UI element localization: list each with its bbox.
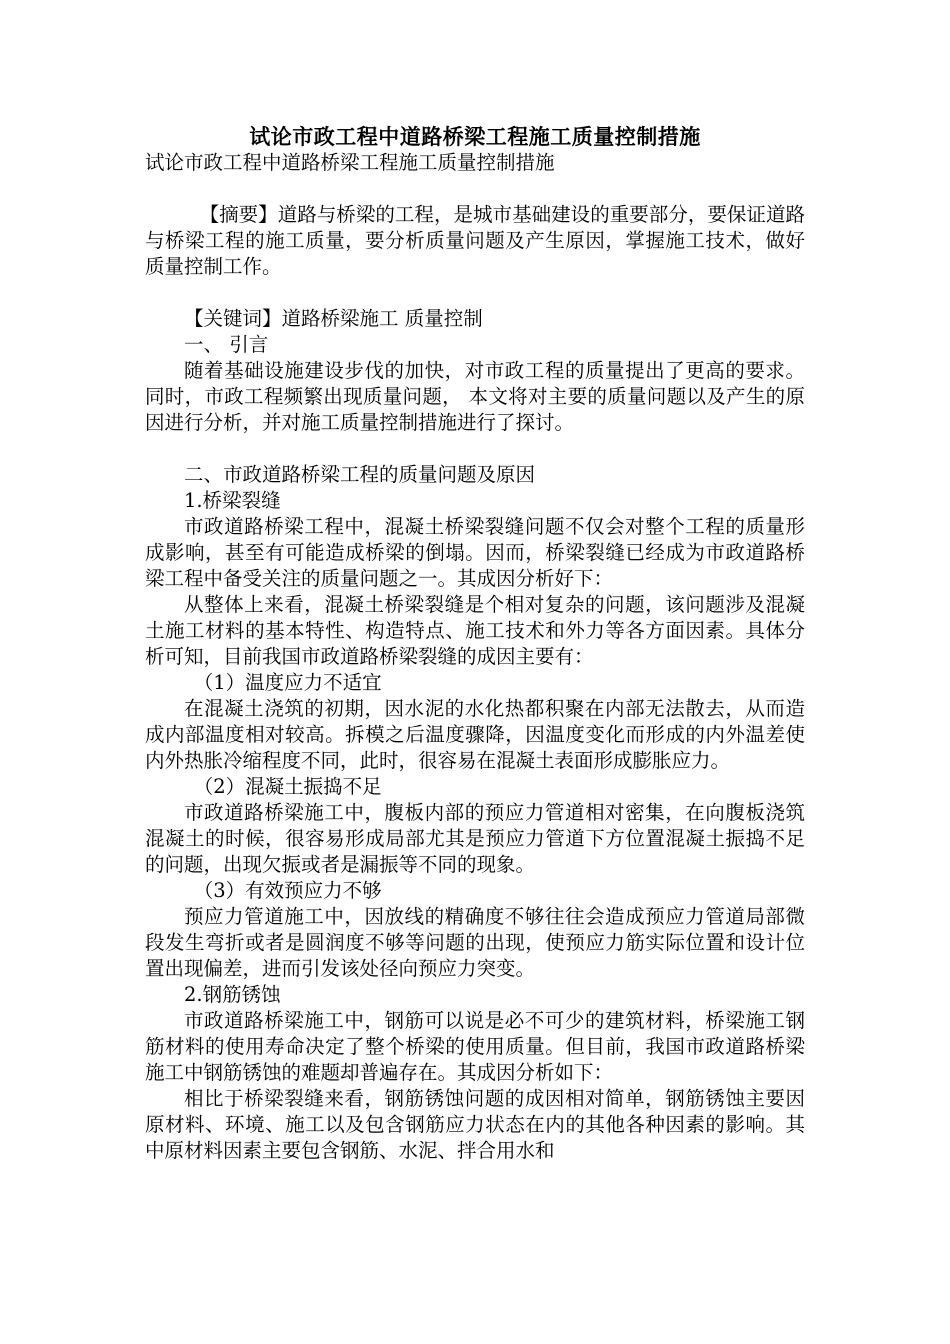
item-2-paragraph: 市政道路桥梁施工中，腹板内部的预应力管道相对密集，在向腹板浇筑混凝土的时候，很容易形成局部尤其是预应力管道下方位置混凝土振捣不足的问题，出现欠振或者是漏振等不同的现象。 — [145, 801, 805, 876]
document-subtitle: 试论市政工程中道路桥梁工程施工质量控制措施 — [145, 151, 555, 174]
blank-line — [145, 176, 805, 202]
document-body — [145, 150, 805, 1164]
blank-line — [145, 280, 805, 306]
subsection-2-paragraph-1: 市政道路桥梁施工中，钢筋可以说是必不可少的建筑材料，桥梁施工钢筋材料的使用寿命决定了整个桥梁的使用质量。但目前，我国市政道路桥梁施工中钢筋锈蚀的难题却普遍存在。其成因分析如下： — [145, 1009, 805, 1084]
item-3-paragraph: 预应力管道施工中，因放线的精确度不够往往会造成预应力管道局部微段发生弯折或者是圆润度不够等问题的出现，使预应力筋实际位置和设计位置出现偏差，进而引发该处径向预应力突变。 — [145, 905, 805, 980]
item-1-paragraph: 在混凝土浇筑的初期，因水泥的水化热都积聚在内部无法散去，从而造成内部温度相对较高。拆模之后温度骤降，因温度变化而形成的内外温差使内外热胀冷缩程度不同，此时，很容易在混凝土表面形成膨胀应力。 — [145, 697, 805, 772]
keywords-line: 【关键词】道路桥梁施工 质量控制 — [184, 307, 483, 330]
subsection-1-paragraph-2: 从整体上来看，混凝土桥梁裂缝是个相对复杂的问题，该问题涉及混凝土施工材料的基本特性、构造特点、施工技术和外力等各方面因素。具体分析可知，目前我国市政道路桥梁裂缝的成因主要有： — [145, 593, 805, 668]
blank-line — [145, 436, 805, 462]
item-2-heading: （2）混凝土振捣不足 — [193, 775, 382, 798]
abstract-paragraph: 【摘要】道路与桥梁的工程，是城市基础建设的重要部分，要保证道路与桥梁工程的施工质量，要分析质量问题及产生原因，掌握施工技术，做好质量控制工作。 — [145, 203, 805, 278]
section-1-heading: 一、 引言 — [184, 333, 269, 356]
document-title: 试论市政工程中道路桥梁工程施工质量控制措施 — [249, 124, 701, 149]
subsection-1-heading: 1.桥梁裂缝 — [184, 489, 281, 512]
subsection-2-paragraph-2: 相比于桥梁裂缝来看，钢筋锈蚀问题的成因相对简单，钢筋锈蚀主要因原材料、环境、施工以及包含钢筋应力状态在内的其他各种因素的影响。其中原材料因素主要包含钢筋、水泥、拌合用水和 — [145, 1087, 805, 1162]
item-3-heading: （3）有效预应力不够 — [193, 879, 382, 902]
section-2-heading: 二、市政道路桥梁工程的质量问题及原因 — [184, 463, 536, 486]
subsection-2-heading: 2.钢筋锈蚀 — [184, 983, 281, 1006]
subsection-1-paragraph-1: 市政道路桥梁工程中，混凝土桥梁裂缝问题不仅会对整个工程的质量形成影响，甚至有可能造成桥梁的倒塌。因而，桥梁裂缝已经成为市政道路桥梁工程中备受关注的质量问题之一。其成因分析好下： — [145, 515, 805, 590]
section-1-paragraph: 随着基础设施建设步伐的加快，对市政工程的质量提出了更高的要求。同时，市政工程频繁出现质量问题， 本文将对主要的质量问题以及产生的原因进行分析，并对施工质量控制措施进行了探讨。 — [145, 359, 805, 434]
item-1-heading: （1）温度应力不适宜 — [193, 671, 382, 694]
